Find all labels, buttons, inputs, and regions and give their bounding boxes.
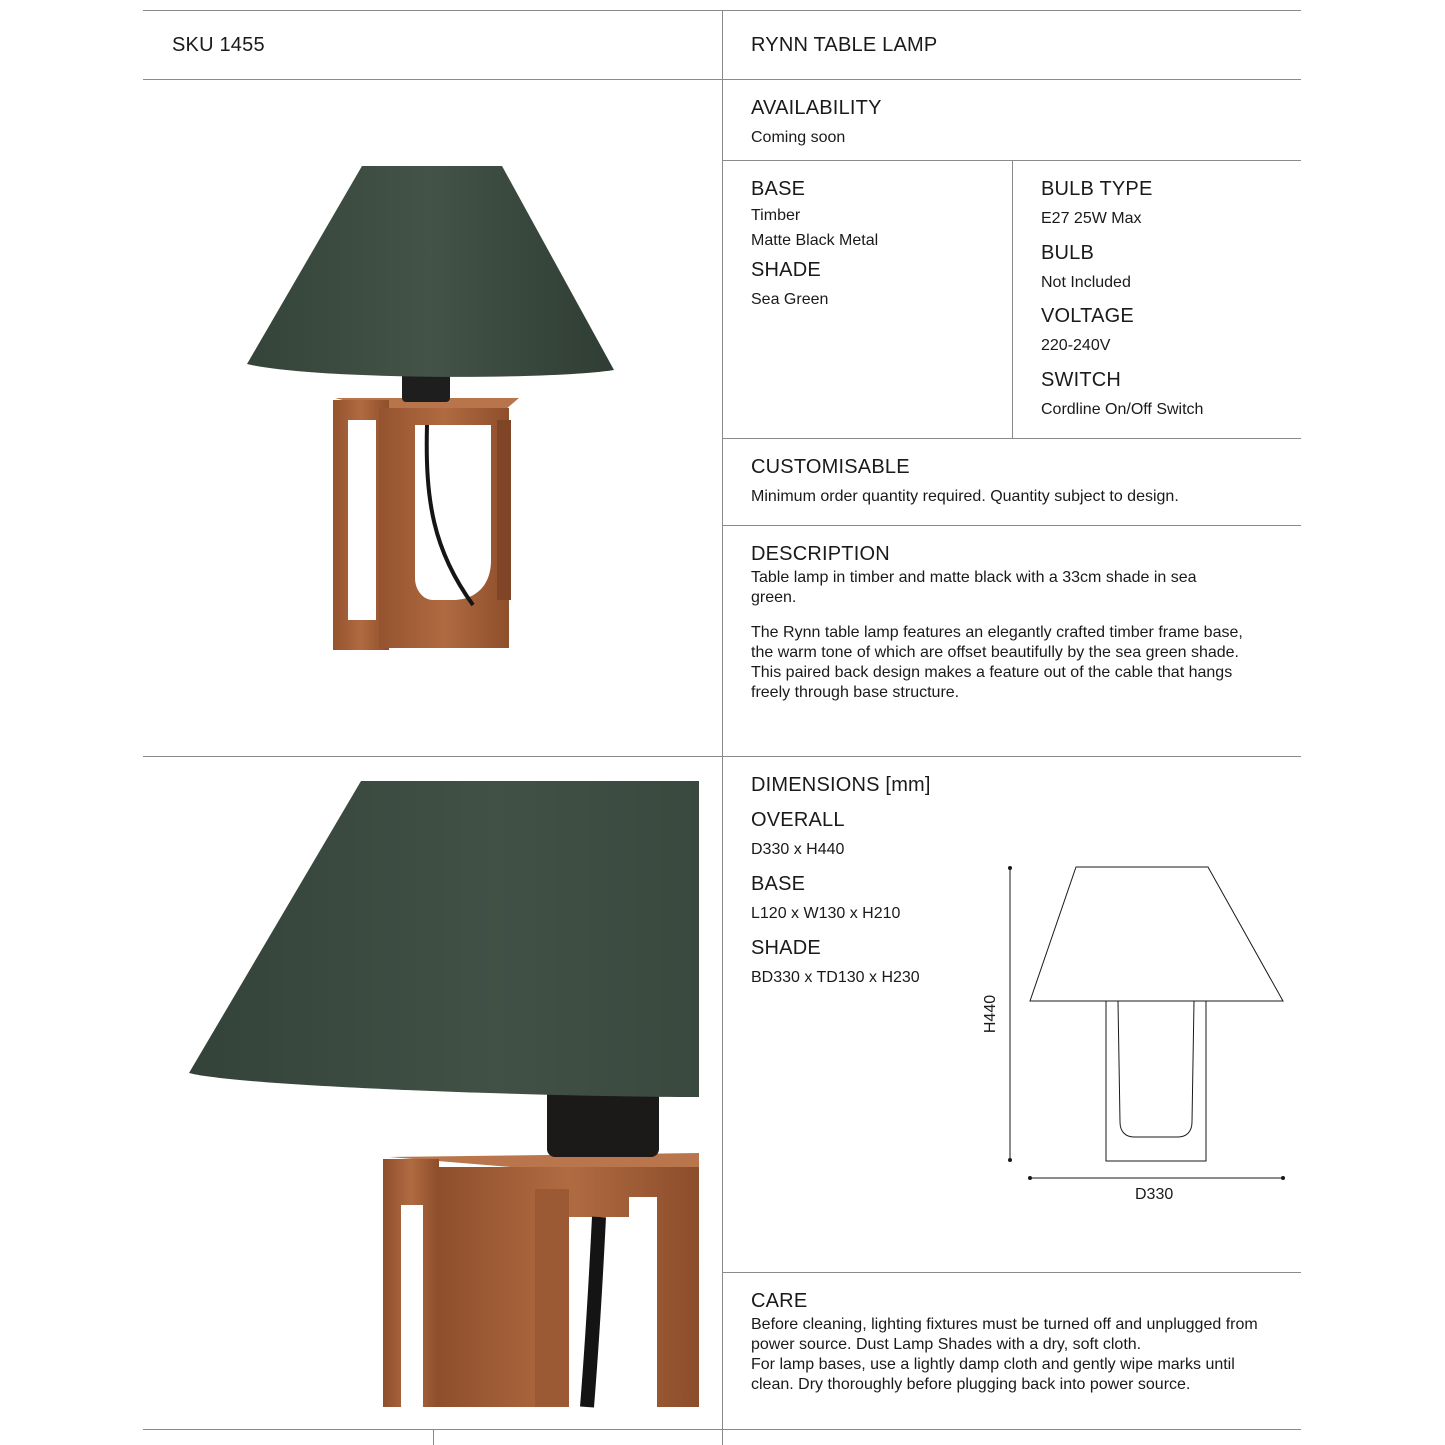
care-line-2: For lamp bases, use a lightly damp cloth and gently wipe marks until clean. Dry thoroughly before plugging back into power source. — [751, 1356, 1235, 1393]
availability-value: Coming soon — [751, 129, 846, 146]
care-text — [751, 1315, 1281, 1395]
shade-heading: SHADE — [751, 259, 821, 281]
rule-center — [722, 10, 723, 1445]
sku-label: SKU 1455 — [172, 34, 265, 56]
customisable-heading: CUSTOMISABLE — [751, 456, 910, 478]
width-dimension-label: D330 — [1135, 1186, 1174, 1203]
base-material-1: Timber — [751, 207, 801, 224]
rule-customisable — [722, 525, 1301, 526]
rule-bottom-tick — [433, 1429, 434, 1445]
rule-bottom — [143, 1429, 1301, 1430]
description-intro: Table lamp in timber and matte black with a 33cm shade in sea green. — [751, 569, 1197, 606]
bulb-type-value: E27 25W Max — [1041, 210, 1142, 227]
height-dimension-label: H440 — [982, 994, 1000, 1034]
bulb-type-heading: BULB TYPE — [1041, 178, 1153, 200]
voltage-value: 220-240V — [1041, 337, 1111, 354]
dim-base-heading: BASE — [751, 873, 806, 895]
shade-value: Sea Green — [751, 291, 829, 308]
base-heading: BASE — [751, 178, 806, 200]
rule-specs — [722, 438, 1301, 439]
base-material-2: Matte Black Metal — [751, 232, 879, 249]
availability-heading: AVAILABILITY — [751, 97, 882, 119]
dimension-drawing — [1000, 860, 1300, 1180]
description-heading: DESCRIPTION — [751, 543, 890, 565]
description-body: The Rynn table lamp features an elegantly crafted timber frame base, the warm tone of which are offset beautifully by the sea green shade. This paired back design makes a feature out of the cable that hangs freely through base structure. — [751, 624, 1243, 701]
dim-base-value: L120 x W130 x H210 — [751, 905, 901, 922]
switch-heading: SWITCH — [1041, 369, 1122, 391]
overall-heading: OVERALL — [751, 809, 845, 831]
rule-dimensions — [722, 1272, 1301, 1273]
bulb-heading: BULB — [1041, 242, 1095, 264]
dim-shade-value: BD330 x TD130 x H230 — [751, 969, 920, 986]
care-line-1: Before cleaning, lighting fixtures must be turned off and unplugged from power source. Dust Lamp Shades with a dry, soft cloth. — [751, 1316, 1258, 1353]
care-heading: CARE — [751, 1290, 808, 1312]
product-photo-closeup — [143, 757, 722, 1407]
product-photo-full — [143, 80, 722, 757]
switch-value: Cordline On/Off Switch — [1041, 401, 1204, 418]
dim-shade-heading: SHADE — [751, 937, 821, 959]
product-title: RYNN TABLE LAMP — [751, 34, 938, 56]
voltage-heading: VOLTAGE — [1041, 305, 1134, 327]
bulb-value: Not Included — [1041, 274, 1131, 291]
dimensions-heading: DIMENSIONS [mm] — [751, 774, 931, 796]
rule-specs-divider — [1012, 160, 1013, 439]
overall-value: D330 x H440 — [751, 841, 845, 858]
customisable-value: Minimum order quantity required. Quantity subject to design. — [751, 488, 1179, 505]
